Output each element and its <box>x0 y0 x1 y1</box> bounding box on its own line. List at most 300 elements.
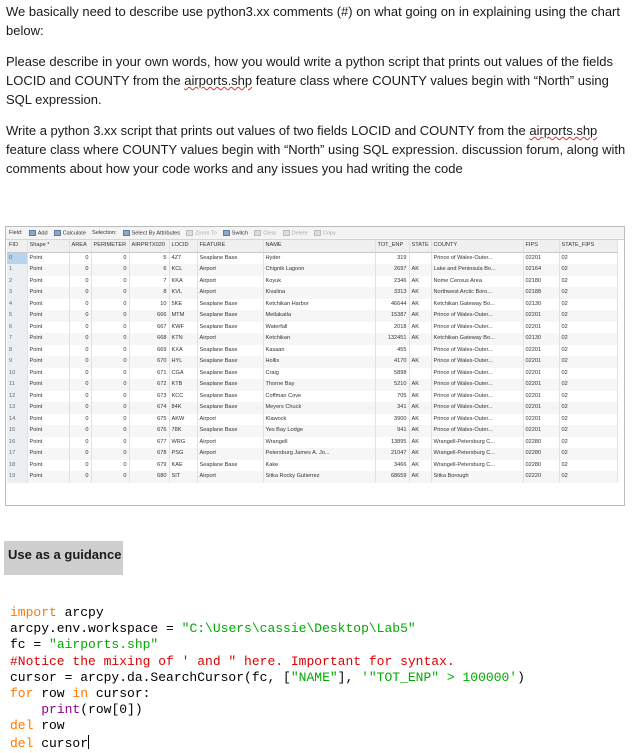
table-cell: 02 <box>559 471 617 483</box>
table-cell: 675 <box>129 414 169 426</box>
table-cell: 2697 <box>375 264 409 276</box>
table-cell: 2018 <box>375 322 409 334</box>
calculate-field-button[interactable]: Calculate <box>54 230 86 236</box>
table-cell: 680 <box>129 471 169 483</box>
table-cell: Klawock <box>263 414 375 426</box>
table-cell: Point <box>27 345 69 357</box>
table-cell: 0 <box>69 345 91 357</box>
table-row[interactable] <box>7 460 617 472</box>
table-cell: Koyuk <box>263 276 375 288</box>
table-body <box>7 252 617 483</box>
column-header[interactable]: STATE <box>409 240 431 252</box>
selection-label: Selection: <box>91 230 117 236</box>
table-row[interactable] <box>7 287 617 299</box>
table-cell: Craig <box>263 368 375 380</box>
table-cell: 02201 <box>523 425 559 437</box>
code-text: (row[0]) <box>80 702 143 718</box>
table-cell: Airport <box>197 333 263 345</box>
table-cell: 0 <box>69 356 91 368</box>
table-cell: 02 <box>559 276 617 288</box>
table-cell: 5KE <box>169 299 197 311</box>
column-header[interactable]: FIPS <box>523 240 559 252</box>
table-cell: 0 <box>69 379 91 391</box>
table-cell: AK <box>409 425 431 437</box>
table-cell: 705 <box>375 391 409 403</box>
table-row[interactable] <box>7 368 617 380</box>
table-cell: 0 <box>69 471 91 483</box>
table-cell: Sitka Borough <box>431 471 523 483</box>
table-cell: Point <box>27 333 69 345</box>
table-cell: 02130 <box>523 299 559 311</box>
table-cell: Seaplane Base <box>197 345 263 357</box>
table-cell: Point <box>27 414 69 426</box>
table-cell: 02201 <box>523 368 559 380</box>
table-cell: AK <box>409 471 431 483</box>
table-cell: 02 <box>559 414 617 426</box>
code-text: arcpy <box>56 605 104 620</box>
code-string: "airports.shp" <box>49 637 159 653</box>
table-cell: AK <box>409 448 431 460</box>
table-cell: Seaplane Base <box>197 322 263 334</box>
table-cell: 02 <box>559 368 617 380</box>
table-cell: AK <box>409 299 431 311</box>
code-string: "NAME" <box>290 669 338 685</box>
table-cell: 3 <box>7 287 27 299</box>
table-cell: AK <box>409 310 431 322</box>
table-cell: 132451 <box>375 333 409 345</box>
table-cell: Point <box>27 425 69 437</box>
table-cell: Point <box>27 402 69 414</box>
table-cell: 5898 <box>375 368 409 380</box>
table-cell: Petersburg James A. Jo... <box>263 448 375 460</box>
table-cell: Point <box>27 276 69 288</box>
table-cell: Ketchikan Gateway Bo... <box>431 333 523 345</box>
table-cell: 02130 <box>523 333 559 345</box>
table-cell: Hyder <box>263 252 375 264</box>
table-cell: PSG <box>169 448 197 460</box>
table-header-row <box>7 240 617 252</box>
table-cell: Prince of Wales-Outer... <box>431 402 523 414</box>
table-cell: 19 <box>7 471 27 483</box>
column-header[interactable]: COUNTY <box>431 240 523 252</box>
table-cell: 0 <box>91 322 129 334</box>
table-cell: Yes Bay Lodge <box>263 425 375 437</box>
table-cell: KTB <box>169 379 197 391</box>
table-cell: 6 <box>7 322 27 334</box>
table-cell: AK <box>409 276 431 288</box>
table-cell: 8 <box>7 345 27 357</box>
question-1-filename: airports.shp <box>184 73 253 88</box>
table-cell: 02 <box>559 322 617 334</box>
table-cell: 02201 <box>523 391 559 403</box>
table-cell: AK <box>409 402 431 414</box>
table-cell: 0 <box>91 471 129 483</box>
column-header[interactable]: AIRPRTX020 <box>129 240 169 252</box>
table-cell: 9 <box>7 356 27 368</box>
table-cell: AKW <box>169 414 197 426</box>
table-row[interactable] <box>7 276 617 288</box>
code-builtin: print <box>41 702 81 718</box>
delete-button[interactable]: Delete <box>283 230 308 236</box>
code-block <box>10 605 525 752</box>
table-cell: 5 <box>129 252 169 264</box>
table-cell: MTM <box>169 310 197 322</box>
column-header[interactable]: Shape * <box>27 240 69 252</box>
table-cell: WRG <box>169 437 197 449</box>
question-paragraph-2 <box>6 121 626 178</box>
column-header[interactable]: AREA <box>69 240 91 252</box>
table-cell: 0 <box>69 299 91 311</box>
table-cell: KVL <box>169 287 197 299</box>
table-row[interactable] <box>7 391 617 403</box>
table-cell: 02 <box>559 379 617 391</box>
code-keyword: for <box>10 686 34 702</box>
column-header[interactable]: FEATURE <box>197 240 263 252</box>
table-cell: Prince of Wales-Outer... <box>431 252 523 264</box>
table-cell: 0 <box>69 333 91 345</box>
clear-selection-button[interactable]: Clear <box>254 230 276 236</box>
text-caret <box>88 735 89 749</box>
table-row[interactable] <box>7 471 617 483</box>
table-cell: 02 <box>559 345 617 357</box>
table-cell: 14 <box>7 414 27 426</box>
table-cell: 941 <box>375 425 409 437</box>
table-cell: AK <box>409 356 431 368</box>
table-cell: Point <box>27 379 69 391</box>
table-cell: 2 <box>7 276 27 288</box>
attribute-table <box>5 226 625 506</box>
table-cell: 0 <box>91 460 129 472</box>
table-cell: Seaplane Base <box>197 368 263 380</box>
table-cell: 02 <box>559 264 617 276</box>
table-cell: KCC <box>169 391 197 403</box>
table-row[interactable] <box>7 414 617 426</box>
table-cell: 02 <box>559 460 617 472</box>
table-cell: 4 <box>7 299 27 311</box>
copy-button[interactable]: Copy <box>314 230 336 236</box>
column-header[interactable]: STATE_FIPS <box>559 240 617 252</box>
table-cell: Point <box>27 322 69 334</box>
delete-icon <box>283 230 290 236</box>
table-cell: Nome Census Area <box>431 276 523 288</box>
table-row[interactable] <box>7 333 617 345</box>
table-cell: 21047 <box>375 448 409 460</box>
table-cell: 2346 <box>375 276 409 288</box>
table-cell: AK <box>409 264 431 276</box>
switch-icon <box>223 230 230 236</box>
table-cell: 0 <box>91 425 129 437</box>
table-cell: 672 <box>129 379 169 391</box>
table-cell: 15387 <box>375 310 409 322</box>
copy-icon <box>314 230 321 236</box>
table-cell: Airport <box>197 471 263 483</box>
table-cell: Airport <box>197 437 263 449</box>
table-cell: 341 <box>375 402 409 414</box>
code-comment: #Notice the mixing of ' and " here. Important for syntax. <box>10 653 455 669</box>
code-text: cursor <box>33 735 89 751</box>
question-2-filename: airports.shp <box>529 123 598 138</box>
table-row[interactable] <box>7 310 617 322</box>
table-cell: Prince of Wales-Outer... <box>431 391 523 403</box>
table-row[interactable] <box>7 252 617 264</box>
intro-text: We basically need to describe use python3.xx comments (#) on what going on in explaining using the chart below: <box>6 4 621 38</box>
question-2-text: Write a python 3.xx script that prints out values of two fields LOCID and COUNTY from the <box>6 123 530 138</box>
table-cell: Point <box>27 448 69 460</box>
table-row[interactable] <box>7 402 617 414</box>
table-cell: Wrangell-Petersburg C... <box>431 460 523 472</box>
code-keyword: in <box>72 686 89 702</box>
table-cell: 0 <box>91 356 129 368</box>
table-cell: 674 <box>129 402 169 414</box>
table-cell: Prince of Wales-Outer... <box>431 414 523 426</box>
table-cell: Prince of Wales-Outer... <box>431 310 523 322</box>
table-cell: Point <box>27 391 69 403</box>
table-cell: 10 <box>7 368 27 380</box>
table-cell: 0 <box>91 391 129 403</box>
table-cell: 0 <box>69 322 91 334</box>
table-cell: 17 <box>7 448 27 460</box>
table-cell: 5210 <box>375 379 409 391</box>
calculator-icon <box>54 230 61 236</box>
table-cell: Point <box>27 471 69 483</box>
column-header[interactable]: NAME <box>263 240 375 252</box>
table-cell: Lake and Peninsula Bo... <box>431 264 523 276</box>
table-cell: 7 <box>7 333 27 345</box>
table-cell: 02201 <box>523 402 559 414</box>
table-cell: 02 <box>559 402 617 414</box>
table-cell: 4Z7 <box>169 252 197 264</box>
table-cell <box>409 252 431 264</box>
table-cell: 666 <box>129 310 169 322</box>
table-cell: 02201 <box>523 356 559 368</box>
table-cell: 78K <box>169 425 197 437</box>
table-cell: 02 <box>559 299 617 311</box>
table-cell: 677 <box>129 437 169 449</box>
table-cell: 15 <box>7 425 27 437</box>
table-cell: 670 <box>129 356 169 368</box>
code-text: row <box>33 718 65 734</box>
table-cell: Kivalina <box>263 287 375 299</box>
question-paragraph-1 <box>6 52 626 109</box>
table-row[interactable] <box>7 322 617 334</box>
table-cell: AK <box>409 333 431 345</box>
table-cell: Point <box>27 460 69 472</box>
field-label: Field: <box>9 230 23 236</box>
table-cell: Chignik Lagoon <box>263 264 375 276</box>
table-cell: Point <box>27 287 69 299</box>
table-cell: 84K <box>169 402 197 414</box>
table-cell: 0 <box>69 310 91 322</box>
table-cell: 0 <box>91 276 129 288</box>
table-cell: Wrangell-Petersburg C... <box>431 448 523 460</box>
table-cell: 46644 <box>375 299 409 311</box>
table-cell: 10 <box>129 299 169 311</box>
table-cell: 0 <box>69 391 91 403</box>
table-cell: Airport <box>197 448 263 460</box>
table-cell: KAE <box>169 460 197 472</box>
table-cell: 02 <box>559 425 617 437</box>
table-cell: KWF <box>169 322 197 334</box>
table-cell: 0 <box>91 287 129 299</box>
table-cell: 0 <box>69 425 91 437</box>
table-cell: Hollis <box>263 356 375 368</box>
column-header[interactable]: PERIMETER <box>91 240 129 252</box>
table-row[interactable] <box>7 448 617 460</box>
table-cell: 679 <box>129 460 169 472</box>
table-cell: 671 <box>129 368 169 380</box>
table-cell: Point <box>27 437 69 449</box>
table-row[interactable] <box>7 345 617 357</box>
table-cell: Point <box>27 356 69 368</box>
table-cell: 02 <box>559 310 617 322</box>
table-cell: 02201 <box>523 322 559 334</box>
table-cell: Waterfall <box>263 322 375 334</box>
table-cell: 18 <box>7 460 27 472</box>
table-cell: 7 <box>129 276 169 288</box>
zoom-to-button[interactable]: Zoom To <box>186 230 217 236</box>
table-cell: 0 <box>91 333 129 345</box>
table-cell: CGA <box>169 368 197 380</box>
table-cell: 02201 <box>523 379 559 391</box>
code-text: ], <box>337 669 362 685</box>
table-cell: Sitka Rocky Gutierrez <box>263 471 375 483</box>
table-cell: 0 <box>69 437 91 449</box>
table-cell: Prince of Wales-Outer... <box>431 368 523 380</box>
table-cell: 0 <box>69 414 91 426</box>
table-cell: Prince of Wales-Outer... <box>431 356 523 368</box>
table-cell: AK <box>409 437 431 449</box>
table-cell <box>409 345 431 357</box>
table-cell: 0 <box>69 287 91 299</box>
table-cell: 0 <box>69 368 91 380</box>
code-keyword: del <box>10 718 34 734</box>
table-cell: Point <box>27 310 69 322</box>
switch-selection-button[interactable]: Switch <box>223 230 248 236</box>
table-cell: 02280 <box>523 437 559 449</box>
code-text: arcpy.env.workspace = <box>10 621 182 637</box>
table-cell: AK <box>409 322 431 334</box>
table-cell: Metlakatla <box>263 310 375 322</box>
attribute-grid <box>7 240 618 483</box>
table-cell: Seaplane Base <box>197 310 263 322</box>
table-cell: Kake <box>263 460 375 472</box>
table-cell: 02 <box>559 391 617 403</box>
table-cell: Seaplane Base <box>197 299 263 311</box>
table-cell: 667 <box>129 322 169 334</box>
add-field-icon <box>29 230 36 236</box>
table-cell: 0 <box>69 252 91 264</box>
select-by-attributes-button[interactable]: Select By Attributes <box>123 230 181 236</box>
table-cell: 0 <box>91 299 129 311</box>
table-cell: 1 <box>7 264 27 276</box>
table-cell: 0 <box>91 252 129 264</box>
column-header[interactable]: FID <box>7 240 27 252</box>
table-cell: 02 <box>559 437 617 449</box>
table-cell: AK <box>409 414 431 426</box>
table-cell: Point <box>27 299 69 311</box>
table-cell: AK <box>409 460 431 472</box>
table-cell: 02 <box>559 252 617 264</box>
table-cell: 13 <box>7 402 27 414</box>
table-cell: 678 <box>129 448 169 460</box>
table-cell: 6 <box>129 264 169 276</box>
table-cell: 13895 <box>375 437 409 449</box>
table-cell: 0 <box>91 414 129 426</box>
table-cell: 669 <box>129 345 169 357</box>
table-cell: 0 <box>91 437 129 449</box>
table-cell: 02201 <box>523 310 559 322</box>
table-cell: 8 <box>129 287 169 299</box>
table-cell: 0 <box>91 448 129 460</box>
table-cell: Kasaan <box>263 345 375 357</box>
table-row[interactable] <box>7 425 617 437</box>
table-cell: 319 <box>375 252 409 264</box>
table-cell: 02201 <box>523 414 559 426</box>
table-cell: HYL <box>169 356 197 368</box>
zoom-icon <box>186 230 193 236</box>
table-cell: 16 <box>7 437 27 449</box>
table-cell: Airport <box>197 264 263 276</box>
code-text: ) <box>517 669 525 685</box>
column-header[interactable]: TOT_ENP <box>375 240 409 252</box>
table-cell: 02 <box>559 356 617 368</box>
code-string: "C:\Users\cassie\Desktop\Lab5" <box>181 621 416 637</box>
table-cell: 455 <box>375 345 409 357</box>
code-string: '"TOT_ENP" > 100000' <box>361 669 518 685</box>
table-cell: Seaplane Base <box>197 356 263 368</box>
table-cell: 4170 <box>375 356 409 368</box>
attribute-toolbar <box>6 227 624 240</box>
table-cell: Airport <box>197 414 263 426</box>
table-cell: KCL <box>169 264 197 276</box>
table-cell: Airport <box>197 287 263 299</box>
table-cell: Seaplane Base <box>197 391 263 403</box>
table-cell: Ketchikan Harbor <box>263 299 375 311</box>
table-cell: 02 <box>559 333 617 345</box>
code-text: cursor: <box>88 686 151 702</box>
table-cell: 0 <box>7 252 27 264</box>
code-indent <box>10 702 41 717</box>
table-cell: KKA <box>169 276 197 288</box>
table-row[interactable] <box>7 356 617 368</box>
column-header[interactable]: LOCID <box>169 240 197 252</box>
table-cell: 0 <box>69 460 91 472</box>
table-cell: Seaplane Base <box>197 425 263 437</box>
table-row[interactable] <box>7 299 617 311</box>
table-cell: Seaplane Base <box>197 460 263 472</box>
table-cell: 02201 <box>523 252 559 264</box>
table-row[interactable] <box>7 379 617 391</box>
code-text: fc = <box>10 637 50 653</box>
table-cell: 68659 <box>375 471 409 483</box>
question-1-text: Please describe in your own words, how you would write a python script that prints out values of the fields LOCID and COUNTY from the <box>6 54 613 88</box>
select-by-attributes-icon <box>123 230 130 236</box>
table-cell: Seaplane Base <box>197 402 263 414</box>
table-cell: 0 <box>69 276 91 288</box>
table-cell: 0 <box>69 448 91 460</box>
table-cell: 02280 <box>523 460 559 472</box>
table-cell: Airport <box>197 276 263 288</box>
table-cell: Seaplane Base <box>197 379 263 391</box>
table-cell: Point <box>27 252 69 264</box>
table-cell: 02220 <box>523 471 559 483</box>
table-cell: Coffman Cove <box>263 391 375 403</box>
table-row[interactable] <box>7 264 617 276</box>
table-row[interactable] <box>7 437 617 449</box>
table-cell: Wrangell-Petersburg C... <box>431 437 523 449</box>
add-field-button[interactable]: Add <box>29 230 48 236</box>
table-cell: KTN <box>169 333 197 345</box>
